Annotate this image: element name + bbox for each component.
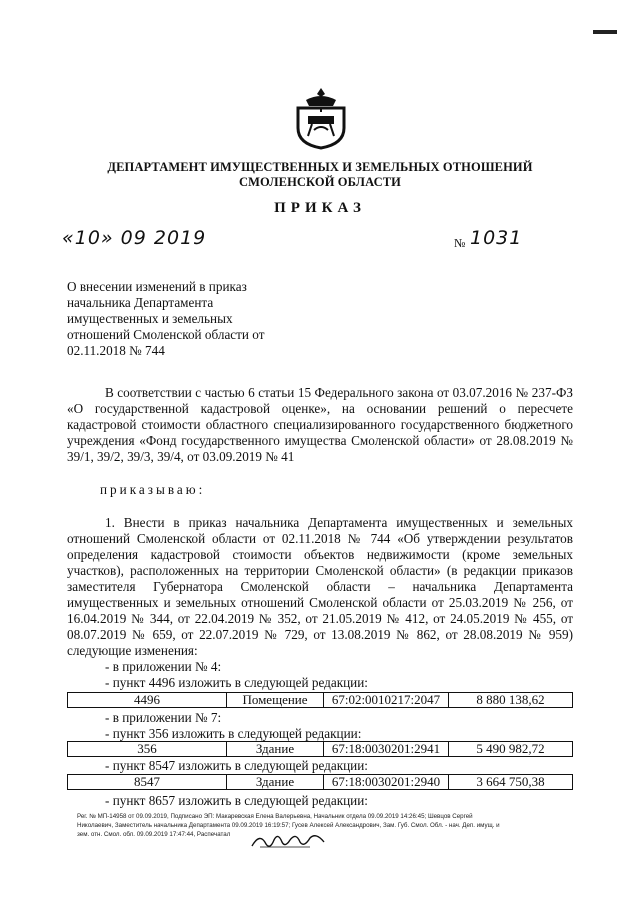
cell-number: 356 [68,742,227,757]
cell-cadastral-number: 67:18:0030201:2940 [324,775,449,790]
cell-cadastral-number: 67:18:0030201:2941 [324,742,449,757]
point-8657-line: - пункт 8657 изложить в следующей редакции: [105,793,368,808]
cell-cadastral-value: 5 490 982,72 [449,742,573,757]
table-row-356 [67,741,573,757]
cell-type: Здание [227,775,324,790]
order-subject: О внесении изменений в приказ начальника Департамента имущественных и земельных отношений Смоленской области от 02.11.2018 № 744 [67,279,265,358]
table-row-4496 [67,692,573,708]
item-1-paragraph: 1. Внести в приказ начальника Департамента имущественных и земельных отношений Смоленской области от 02.11.2018 № 744 «Об утверждении результатов определения кадастровой стоимости объектов недвижимости (кроме земельных участков), расположенных на территории Смоленской области» (в редакции приказов заместителя Губернатора Смоленской области – начальника Департамента имущественных и земельных отношений Смоленской области от 25.03.2019 № 256, от 16.04.2019 № 344, от 22.04.2019 № 352, от 21.05.2019 № 412, от 24.05.2019 № 455, от 08.07.2019 № 659, от 22.07.2019 № 729, от 13.08.2019 № 862, от 28.08.2019 № 959) следующие изменения: [67,515,573,658]
document-type-title: ПРИКАЗ [274,200,366,216]
footer-line-3: зем. отн. Смол. обл. 09.09.2019 17:47:44, Распечатал [77,831,231,838]
appendix-7-line: - в приложении № 7: [105,710,222,725]
order-number: 1031 [470,227,523,249]
point-8547-line: - пункт 8547 изложить в следующей редакции: [105,758,368,773]
order-word: приказываю: [100,482,206,497]
coat-of-arms-emblem [292,86,350,150]
department-name-line1: ДЕПАРТАМЕНТ ИМУЩЕСТВЕННЫХ И ЗЕМЕЛЬНЫХ ОТНОШЕНИЙ [107,160,533,174]
order-number-label: № [454,236,466,250]
cell-cadastral-value: 8 880 138,62 [449,693,573,708]
handwritten-signature [250,834,330,850]
point-4496-line: - пункт 4496 изложить в следующей редакции: [105,675,368,690]
cell-cadastral-value: 3 664 750,38 [449,775,573,790]
department-name-line2: СМОЛЕНСКОЙ ОБЛАСТИ [239,175,401,189]
cell-cadastral-number: 67:02:0010217:2047 [324,693,449,708]
point-356-line: - пункт 356 изложить в следующей редакции: [105,726,362,741]
cell-number: 4496 [68,693,227,708]
footer-line-1: Рег. № МП-14958 от 09.09.2019, Подписано ЭП: Макаревская Елена Валерьевна, Начальник отдела 09.09.2019 14:26:45; Шевцов Сергей [77,813,473,820]
preamble-paragraph: В соответствии с частью 6 статьи 15 Федерального закона от 03.07.2016 № 237-ФЗ «О государственной кадастровой оценке», на основании решений о пересчете кадастровой стоимости областного специализированного государственного бюджетного учреждения «Фонд государственного имущества Смоленской области» от 28.08.2019 № 39/1, 39/2, 39/3, 39/4, от 03.09.2019 № 41 [67,385,573,464]
cell-number: 8547 [68,775,227,790]
cell-type: Помещение [227,693,324,708]
footer-line-2: Николаевич, Заместитель начальника Департамента 09.09.2019 16:19:57; Гусев Алексей Александрович, Зам. Губ. Смол. Обл. - нач. Деп. имущ. и [77,822,500,829]
order-date: «10» 09 2019 [62,227,207,249]
cell-type: Здание [227,742,324,757]
corner-mark [593,30,617,34]
appendix-4-line: - в приложении № 4: [105,659,222,674]
table-row-8547 [67,774,573,790]
